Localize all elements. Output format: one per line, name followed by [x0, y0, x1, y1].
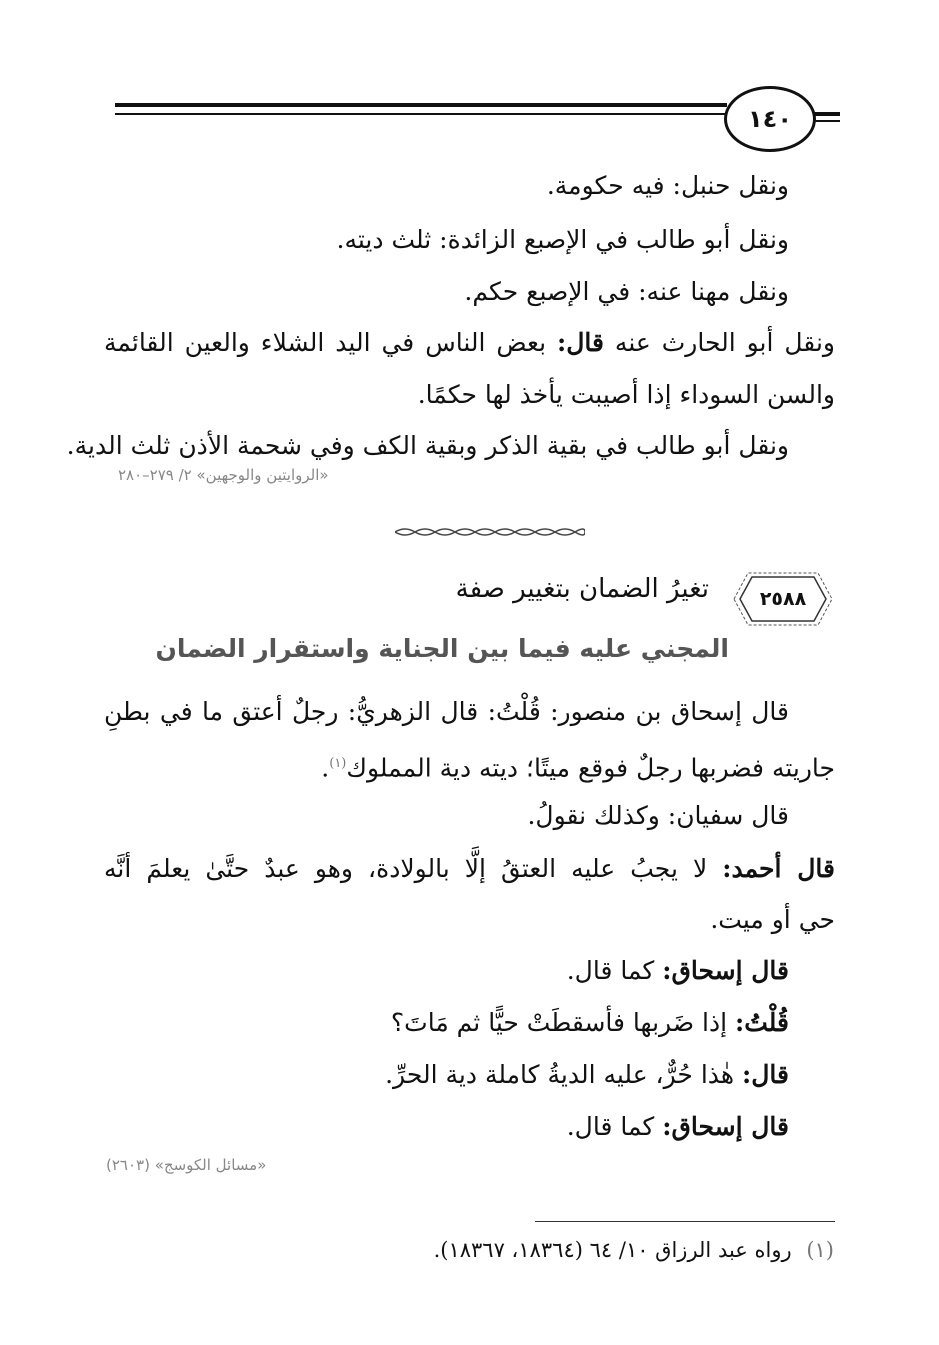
text-line: ونقل مهنا عنه: في الإصبع حكم. — [464, 277, 789, 306]
text-line — [385, 1057, 789, 1093]
text-run: هٰذا حُرٌّ، عليه الديةُ كاملة دية الحرِّ. — [385, 1060, 735, 1089]
footnote — [434, 1238, 834, 1262]
text-run: بعض الناس في اليد الشلاء والعين القائمة — [104, 328, 547, 357]
footnote-mark: (١) — [806, 1238, 834, 1262]
text-line — [391, 1005, 789, 1041]
entry-number-badge — [730, 571, 836, 627]
speaker-label: قُلْتُ: — [734, 1008, 789, 1037]
text-line: قال إسحاق بن منصور: قُلْتُ: قال الزهريُّ: رجلٌ أعتق ما في بطنِ — [104, 697, 789, 726]
entry-subtitle: المجني عليه فيما بين الجناية واستقرار الضمان — [155, 634, 729, 663]
footnote-separator — [535, 1221, 835, 1222]
speaker-label: قال: — [557, 328, 604, 357]
source-citation: «الروايتين والوجهين» ٢/ ٢٧٩–٢٨٠ — [118, 466, 329, 484]
header-rule-left-thin — [115, 113, 727, 115]
text-run: كما قال. — [566, 956, 655, 985]
text-line: ونقل حنبل: فيه حكومة. — [546, 171, 789, 200]
text-line: حي أو ميت. — [710, 905, 835, 934]
text-line: والسن السوداء إذا أصيبت يأخذ لها حكمًا. — [417, 380, 835, 409]
text-line — [104, 325, 835, 361]
text-line: ونقل أبو طالب في الإصبع الزائدة: ثلث ديته. — [336, 225, 789, 254]
text-line: قال سفيان: وكذلك نقولُ. — [527, 801, 789, 830]
text-run: إذا ضَربها فأسقطَتْ حيًّا ثم مَاتَ؟ — [390, 1008, 728, 1037]
text-run: ونقل أبو الحارث عنه — [614, 328, 835, 357]
text-run: . — [321, 753, 330, 783]
header-rule-left — [115, 103, 727, 107]
text-line — [567, 1109, 789, 1145]
ornament-divider — [395, 524, 585, 540]
speaker-label: قال أحمد: — [722, 854, 835, 883]
speaker-label: قال: — [742, 1060, 789, 1089]
entry-number: ٢٥٨٨ — [759, 588, 807, 610]
text-run: جاريته فضربها رجلٌ فوقع ميتًا؛ ديته دية المملوك — [346, 753, 835, 783]
speaker-label: قال إسحاق: — [662, 1112, 789, 1141]
page-number: ١٤٠ — [724, 86, 816, 152]
text-line: ونقل أبو طالب في بقية الذكر وبقية الكف وفي شحمة الأذن ثلث الدية. — [66, 431, 789, 460]
footnote-ref: (١) — [329, 756, 347, 771]
text-line — [567, 953, 789, 989]
speaker-label: قال إسحاق: — [662, 956, 789, 985]
text-line — [104, 851, 835, 887]
footnote-text: رواه عبد الرزاق ١٠/ ٦٤ (١٨٣٦٤، ١٨٣٦٧). — [433, 1238, 792, 1262]
text-run: لا يجبُ عليه العتقُ إلَّا بالولادة، وهو عبدٌ حتَّىٰ يعلمَ أنَّه — [104, 854, 708, 883]
entry-title: تغيرُ الضمان بتغيير صفة — [455, 574, 709, 604]
text-run: كما قال. — [566, 1112, 655, 1141]
text-line — [321, 746, 835, 786]
source-citation: «مسائل الكوسج» (٢٦٠٣) — [106, 1156, 267, 1174]
ornament-svg — [395, 524, 585, 540]
